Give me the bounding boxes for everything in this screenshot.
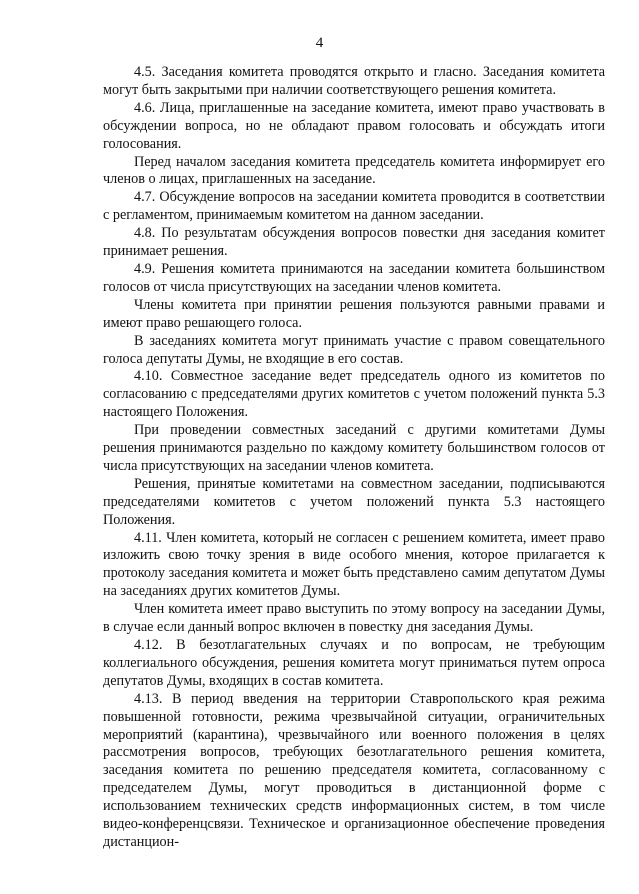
paragraph-4-9-members: Члены комитета при принятии решения пользуются равными правами и имеют право решающего голоса.: [103, 296, 605, 331]
paragraph-4-7: 4.7. Обсуждение вопросов на заседании комитета проводится в соответствии с регламентом, принимаемым комитетом на данном заседании.: [103, 189, 605, 224]
paragraph-4-12: 4.12. В безотлагательных случаях и по вопросам, не требующим коллегиального обсуждения, решения комитета могут приниматься путем опроса депутатов Думы, входящих в состав комитета.: [103, 637, 605, 689]
paragraph-4-6: 4.6. Лица, приглашенные на заседание комитета, имеют право участвовать в обсуждении вопроса, но не обладают правом голосовать и обсуждать итоги голосования.: [103, 99, 605, 152]
paragraph-4-13: 4.13. В период введения на территории Ставропольского края режима повышенной готовности, режима чрезвычайной ситуации, ограничительных мероприятий (карантина), чрезвычайного или военного положения в целях рассмотрения вопросов, требующих безотлагательного решения комитета, заседания комитета по решению председателя комитета, согласованному с председателем Думы, могут проводиться в дистанционной форме с использованием технических средств информационных систем, в том числе видео-конференцсвязи. Техническое и организационное обеспечение проведения дистанцион-: [103, 690, 605, 850]
page-number: 4: [315, 35, 324, 51]
paragraph-4-11: 4.11. Член комитета, который не согласен с решением комитета, имеет право изложить свою точку зрения в виде особого мнения, которое прилагается к протоколу заседания комитета и может быть представлено самим депутатом Думы на заседаниях других комитетов Думы.: [103, 529, 605, 600]
paragraph-4-9: 4.9. Решения комитета принимаются на заседании комитета большинством голосов от числа присутствующих на заседании членов комитета.: [103, 260, 605, 295]
paragraph-4-9-advisory: В заседаниях комитета могут принимать участие с правом совещательного голоса депутаты Думы, не входящие в его состав.: [103, 332, 605, 367]
paragraph-4-6-continuation: Перед началом заседания комитета председатель комитета информирует его членов о лицах, приглашенных на заседание.: [103, 153, 605, 188]
paragraph-4-11-speech: Член комитета имеет право выступить по этому вопросу на заседании Думы, в случае если данный вопрос включен в повестку дня заседания Думы.: [103, 601, 605, 636]
paragraph-4-8: 4.8. По результатам обсуждения вопросов повестки дня заседания комитет принимает решения.: [103, 225, 605, 260]
paragraph-4-10-signing: Решения, принятые комитетами на совместном заседании, подписываются председателями комитетов с учетом положений пункта 5.3 настоящего Положения.: [103, 475, 605, 528]
paragraph-4-5: 4.5. Заседания комитета проводятся открыто и гласно. Заседания комитета могут быть закрытыми при наличии соответствующего решения комитета.: [103, 64, 605, 98]
paragraph-4-10-joint: При проведении совместных заседаний с другими комитетами Думы решения принимаются раздельно по каждому комитету большинством голосов от числа присутствующих на заседании членов комитета.: [103, 422, 605, 474]
paragraph-4-10: 4.10. Совместное заседание ведет председатель одного из комитетов по согласованию с председателями других комитетов с учетом положений пункта 5.3 настоящего Положения.: [103, 368, 605, 421]
document-body: [103, 64, 605, 852]
